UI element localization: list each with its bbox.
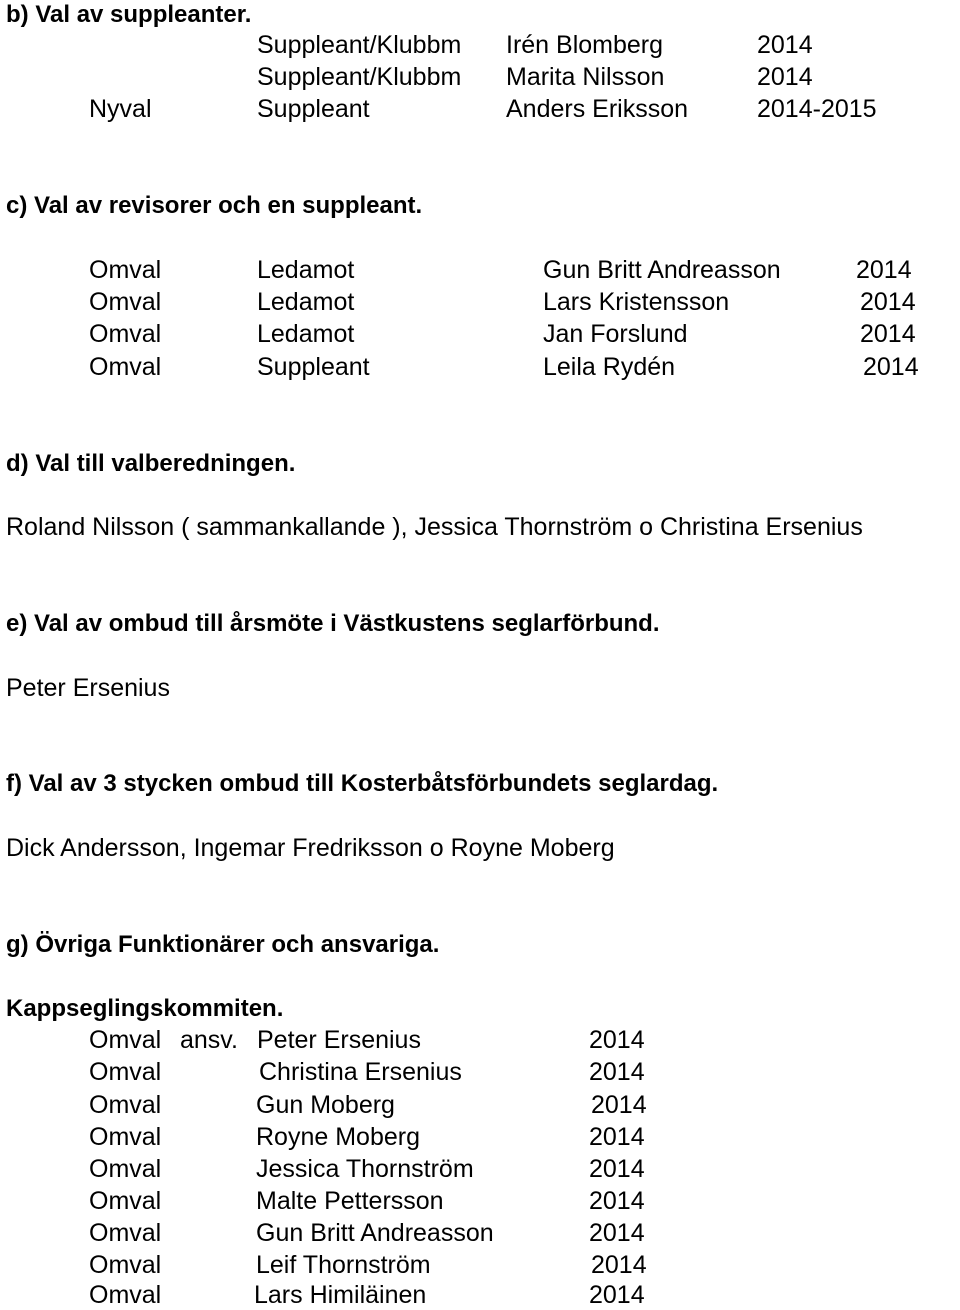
section-g-row-7-year: 2014 (589, 1219, 645, 1247)
section-g-row-8-year: 2014 (591, 1251, 647, 1279)
section-b-row-1-role: Suppleant/Klubbm (257, 31, 462, 59)
section-g-row-4-name: Royne Moberg (256, 1123, 420, 1151)
section-c-row-2-role: Ledamot (257, 288, 355, 316)
section-c-row-1-role: Ledamot (257, 256, 355, 284)
section-g-row-5-year: 2014 (589, 1155, 645, 1183)
section-g-row-4-type: Omval (89, 1123, 162, 1151)
section-g-row-8-type: Omval (89, 1251, 162, 1279)
section-b-row-3-type: Nyval (89, 95, 152, 123)
section-g-row-1-role: ansv. (180, 1026, 238, 1054)
section-f-text: Dick Andersson, Ingemar Fredriksson o Royne Moberg (6, 834, 615, 862)
section-c-row-3-type: Omval (89, 320, 162, 348)
section-c-row-4-year: 2014 (863, 353, 919, 381)
section-c-row-1-type: Omval (89, 256, 162, 284)
section-c-row-2-type: Omval (89, 288, 162, 316)
section-b-row-3-role: Suppleant (257, 95, 370, 123)
section-b-row-2-year: 2014 (757, 63, 813, 91)
section-g-row-2-type: Omval (89, 1058, 162, 1086)
section-b-heading: b) Val av suppleanter. (6, 1, 252, 28)
section-e-text: Peter Ersenius (6, 674, 170, 702)
section-g-row-7-name: Gun Britt Andreasson (256, 1219, 494, 1247)
section-b-row-2-role: Suppleant/Klubbm (257, 63, 462, 91)
section-c-row-2-name: Lars Kristensson (543, 288, 730, 316)
section-g-row-2-name: Christina Ersenius (259, 1058, 462, 1086)
section-b-row-1-name: Irén Blomberg (506, 31, 664, 59)
section-g-row-3-year: 2014 (591, 1091, 647, 1119)
section-c-row-1-year: 2014 (856, 256, 912, 284)
section-c-heading: c) Val av revisorer och en suppleant. (6, 192, 423, 219)
section-g-subheading: Kappseglingskommiten. (6, 995, 284, 1022)
section-e-heading: e) Val av ombud till årsmöte i Västkustens seglarförbund. (6, 610, 660, 637)
section-g-row-2-year: 2014 (589, 1058, 645, 1086)
section-g-row-1-year: 2014 (589, 1026, 645, 1054)
section-g-row-6-year: 2014 (589, 1187, 645, 1215)
section-c-row-3-role: Ledamot (257, 320, 355, 348)
section-g-row-4-year: 2014 (589, 1123, 645, 1151)
section-g-row-7-type: Omval (89, 1219, 162, 1247)
section-g-row-5-type: Omval (89, 1155, 162, 1183)
section-g-row-9-type: Omval (89, 1281, 162, 1309)
section-c-row-4-name: Leila Rydén (543, 353, 676, 381)
section-g-row-9-year: 2014 (589, 1281, 645, 1309)
section-g-heading: g) Övriga Funktionärer och ansvariga. (6, 931, 440, 958)
section-g-row-1-name: Peter Ersenius (257, 1026, 421, 1054)
section-c-row-3-name: Jan Forslund (543, 320, 688, 348)
section-c-row-3-year: 2014 (860, 320, 916, 348)
section-b-row-3-name: Anders Eriksson (506, 95, 689, 123)
section-g-row-5-name: Jessica Thornström (256, 1155, 474, 1183)
section-f-heading: f) Val av 3 stycken ombud till Kosterbåtsförbundets seglardag. (6, 770, 719, 797)
section-c-row-4-type: Omval (89, 353, 162, 381)
section-c-row-1-name: Gun Britt Andreasson (543, 256, 781, 284)
section-g-row-3-name: Gun Moberg (256, 1091, 395, 1119)
section-d-text: Roland Nilsson ( sammankallande ), Jessica Thornström o Christina Ersenius (6, 513, 863, 541)
section-g-row-1-type: Omval (89, 1026, 162, 1054)
section-c-row-4-role: Suppleant (257, 353, 370, 381)
section-d-heading: d) Val till valberedningen. (6, 450, 296, 477)
section-g-row-8-name: Leif Thornström (256, 1251, 431, 1279)
section-g-row-6-name: Malte Pettersson (256, 1187, 444, 1215)
section-c-row-2-year: 2014 (860, 288, 916, 316)
section-b-row-2-name: Marita Nilsson (506, 63, 665, 91)
section-g-row-3-type: Omval (89, 1091, 162, 1119)
section-g-row-6-type: Omval (89, 1187, 162, 1215)
section-b-row-1-year: 2014 (757, 31, 813, 59)
section-b-row-3-year: 2014-2015 (757, 95, 877, 123)
section-g-row-9-name: Lars Himiläinen (254, 1281, 427, 1309)
